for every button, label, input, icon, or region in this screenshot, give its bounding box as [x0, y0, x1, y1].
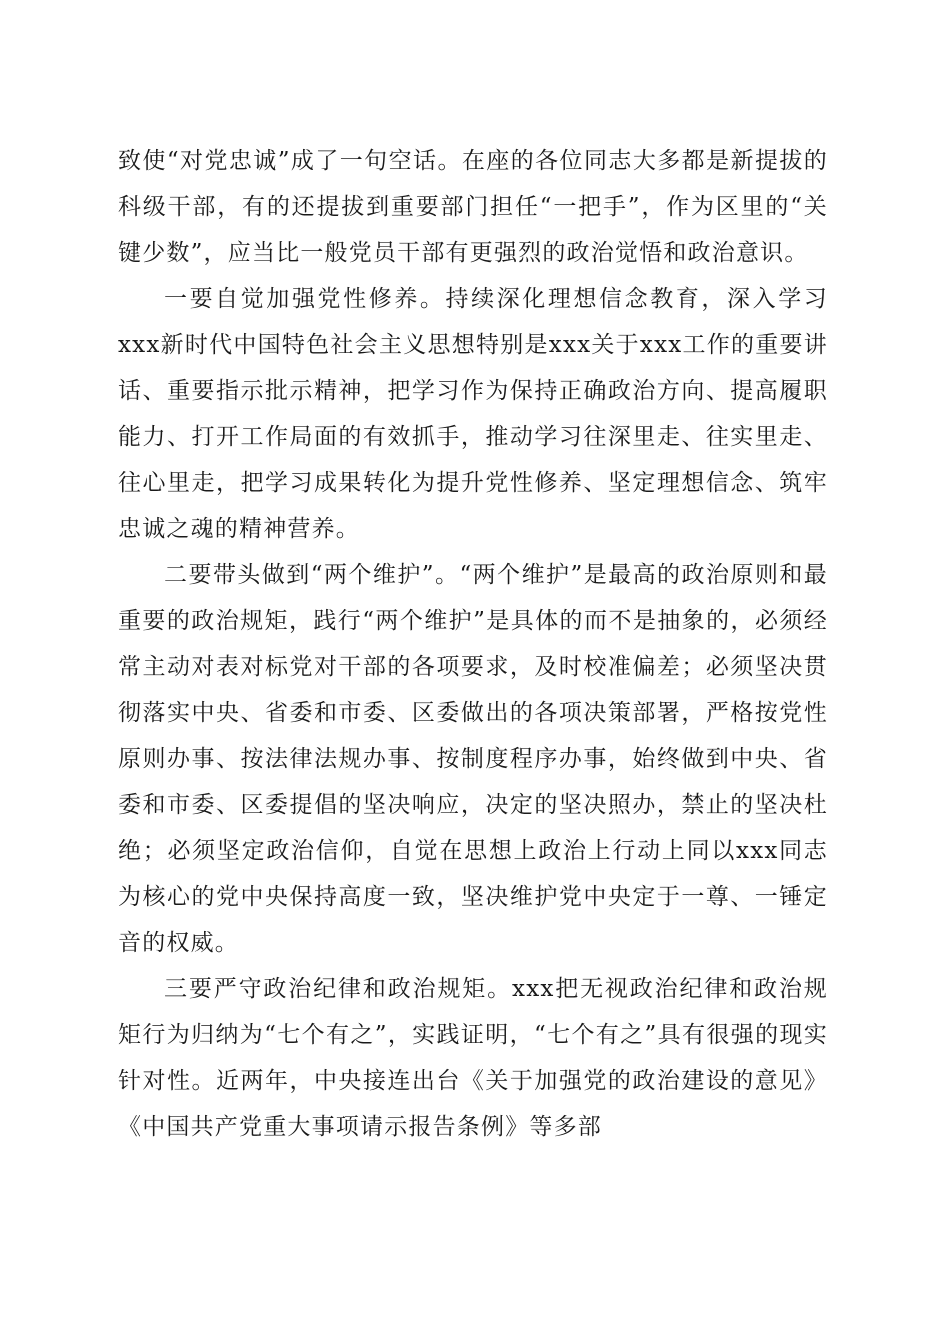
paragraph-1: 致使“对党忠诚”成了一句空话。在座的各位同志大多都是新提拔的科级干部，有的还提拔到重要部门担任“一把手”，作为区里的“关键少数”，应当比一般党员干部有更强烈的政治觉悟和政治意识。: [118, 148, 828, 266]
document-body: [118, 138, 828, 1150]
paragraph-4: 三要严守政治纪律和政治规矩。xxx把无视政治纪律和政治规矩行为归纳为“七个有之”，实践证明，“七个有之”具有很强的现实针对性。近两年，中央接连出台《关于加强党的政治建设的意见》《中国共产党重大事项请示报告条例》等多部: [118, 976, 828, 1140]
paragraph-3: 二要带头做到“两个维护”。“两个维护”是最高的政治原则和最重要的政治规矩，践行“两个维护”是具体的而不是抽象的，必须经常主动对表对标党对干部的各项要求，及时校准偏差；必须坚决贯彻落实中央、省委和市委、区委做出的各项决策部署，严格按党性原则办事、按法律法规办事、按制度程序办事，始终做到中央、省委和市委、区委提倡的坚决响应，决定的坚决照办，禁止的坚决杜绝；必须坚定政治信仰，自觉在思想上政治上行动上同以xxx同志为核心的党中央保持高度一致，坚决维护党中央定于一尊、一锤定音的权威。: [118, 562, 828, 956]
paragraph-2: 一要自觉加强党性修养。持续深化理想信念教育，深入学习xxx新时代中国特色社会主义思想特别是xxx关于xxx工作的重要讲话、重要指示批示精神，把学习作为保持正确政治方向、提高履职能力、打开工作局面的有效抓手，推动学习往深里走、往实里走、往心里走，把学习成果转化为提升党性修养、坚定理想信念、筑牢忠诚之魂的精神营养。: [118, 286, 828, 542]
